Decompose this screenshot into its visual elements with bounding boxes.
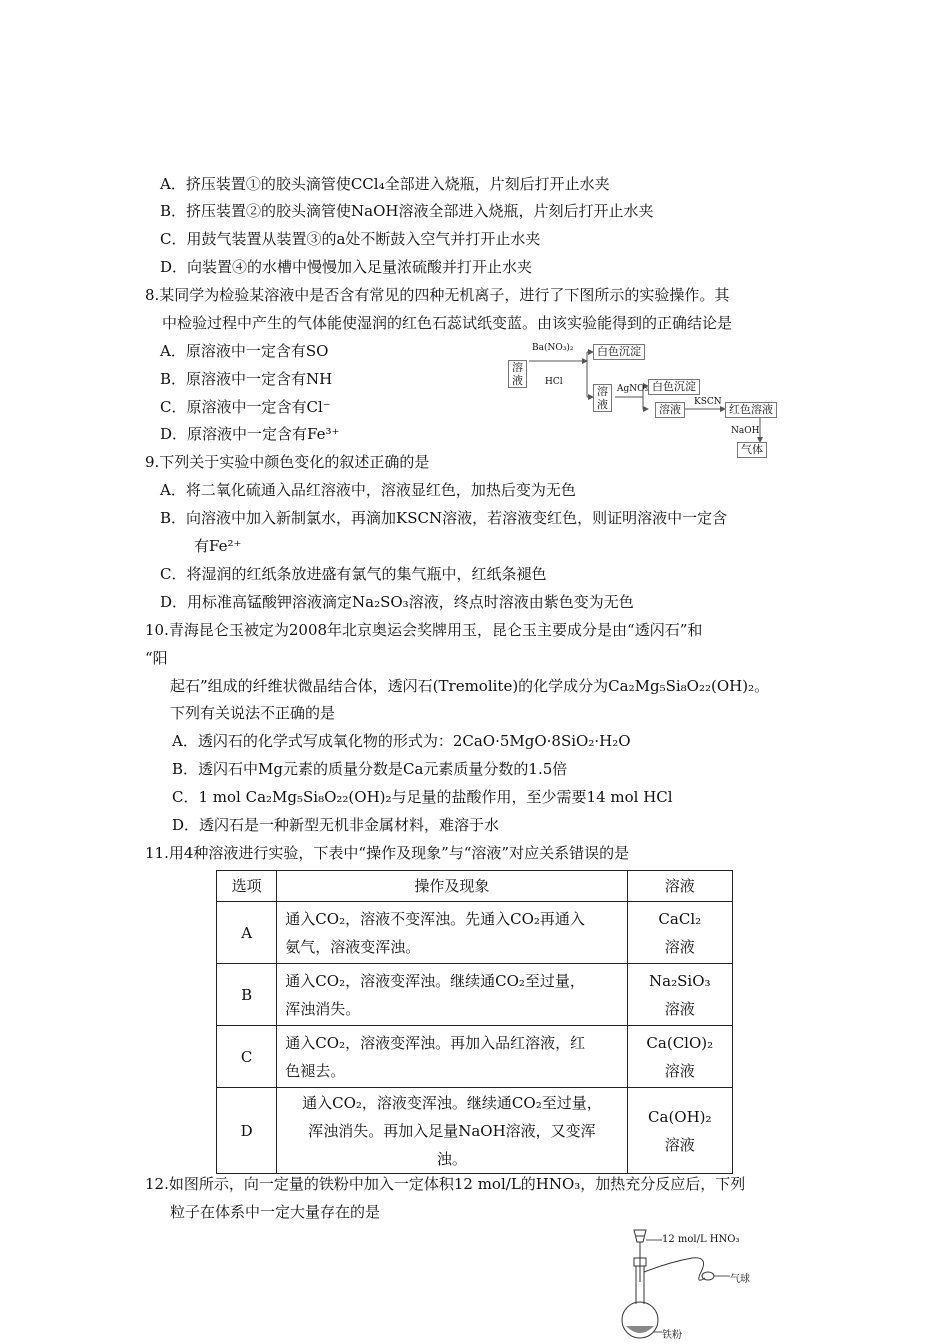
q8-stem-line1: 8.某同学为检验某溶液中是否含有常见的四种无机离子，进行了下图所示的实验操作。其: [145, 286, 730, 304]
flow-reagent-2: AgNO₃: [617, 384, 649, 394]
op-line: 通入CO₂，溶液不变浑浊。先通入CO₂再通入: [285, 909, 585, 928]
flow-gas: 气体: [737, 442, 767, 458]
label-hno3: 12 mol/L HNO₃: [662, 1234, 740, 1245]
label-balloon: 气球: [730, 1274, 750, 1285]
q7-option-a: A．挤压装置①的胶头滴管使CCl₄全部进入烧瓶，片刻后打开止水夹: [160, 175, 610, 193]
sol-formula: Ca(OH)₂: [648, 1107, 712, 1126]
row-solution: [627, 964, 732, 1026]
q9-option-a: A．将二氧化硫通入品红溶液中，溶液显红色，加热后变为无色: [160, 481, 576, 499]
q11-stem: 11.用4种溶液进行实验，下表中“操作及现象”与“溶液”对应关系错误的是: [145, 844, 630, 862]
sol-label: 溶液: [664, 999, 695, 1018]
sol-formula: Ca(ClO)₂: [646, 1033, 714, 1052]
op-line: 通入CO₂，溶液变浑浊。再加入品红溶液，红: [285, 1033, 586, 1052]
q9-option-b-line2: 有Fe²⁺: [194, 537, 242, 555]
row-option: D: [217, 1088, 277, 1174]
q10-stem-line2: 起石”组成的纤维状微晶结合体，透闪石(Tremolite)的化学成分为Ca₂Mg₅Si₈O₂₂(OH)₂。: [170, 677, 770, 695]
q8-flow-diagram: [505, 338, 785, 463]
flow-reagent-1b: HCl: [545, 377, 563, 387]
op-line: 浑浊消失。: [285, 999, 361, 1018]
q7-option-b: B．挤压装置②的胶头滴管使NaOH溶液全部进入烧瓶，片刻后打开止水夹: [160, 202, 654, 220]
q10-option-c: C．1 mol Ca₂Mg₅Si₈O₂₂(OH)₂与足量的盐酸作用，至少需要14 mol HCl: [172, 788, 673, 806]
op-line: 浊。: [436, 1149, 467, 1168]
sol-formula: CaCl₂: [658, 909, 702, 928]
q10-stem-line3: 下列有关说法不正确的是: [170, 704, 336, 722]
q8-option-b: B．原溶液中一定含有NH: [160, 370, 333, 388]
row-option: A: [217, 902, 277, 964]
sol-label: 溶液: [664, 1135, 695, 1154]
flow-white-precipitate-2: 白色沉淀: [648, 379, 700, 395]
sol-formula: Na₂SiO₃: [649, 971, 711, 990]
sol-label: 溶液: [664, 937, 695, 956]
q9-option-c: C．将湿润的红纸条放进盛有氯气的集气瓶中，红纸条褪色: [160, 565, 547, 583]
flow-white-precipitate-1: 白色沉淀: [593, 344, 645, 360]
sol-label: 溶液: [664, 1061, 695, 1080]
flow-reagent-4: NaOH: [731, 426, 760, 436]
flow-red-solution: 红色溶液: [725, 402, 777, 418]
flow-start-solution: 溶 液: [508, 360, 527, 388]
q9-option-b-line1: B．向溶液中加入新制氯水，再滴加KSCN溶液，若溶液变红色，则证明溶液中一定含: [160, 509, 728, 527]
op-line: 通入CO₂，溶液变浑浊。继续通CO₂至过量，: [302, 1093, 602, 1112]
row-solution: [627, 1026, 732, 1088]
row-operation: [277, 902, 627, 964]
q7-option-c: C．用鼓气装置从装置③的a处不断鼓入空气并打开止水夹: [160, 230, 541, 248]
header-option: 选项: [217, 871, 277, 902]
q10-stem-line1b: “阳: [145, 649, 168, 667]
q9-option-d: D．用标准高锰酸钾溶液滴定Na₂SO₃溶液，终点时溶液由紫色变为无色: [160, 593, 634, 611]
q12-apparatus: [600, 1222, 800, 1340]
q8-option-d: D．原溶液中一定含有Fe³⁺: [160, 425, 340, 443]
q10-option-b: B．透闪石中Mg元素的质量分数是Ca元素质量分数的1.5倍: [172, 760, 568, 778]
q11-table: [216, 870, 733, 1174]
q10-option-d: D．透闪石是一种新型无机非金属材料，难溶于水: [172, 816, 500, 834]
row-operation: [277, 1088, 627, 1174]
row-solution: [627, 1088, 732, 1174]
row-solution: [627, 902, 732, 964]
flow-reagent-1: Ba(NO₃)₂: [532, 343, 574, 353]
row-operation: [277, 964, 627, 1026]
table-row: [217, 964, 733, 1026]
table-row: [217, 1088, 733, 1174]
q12-stem-line2: 粒子在体系中一定大量存在的是: [170, 1203, 381, 1221]
table-row: [217, 902, 733, 964]
q10-stem-line1: 10.青海昆仑玉被定为2008年北京奥运会奖牌用玉，昆仑玉主要成分是由“透闪石”和: [145, 621, 703, 639]
row-option: C: [217, 1026, 277, 1088]
flow-solution-2: 溶 液: [593, 384, 612, 412]
q8-option-a: A．原溶液中一定含有SO: [160, 342, 329, 360]
table-row: [217, 1026, 733, 1088]
header-solution: 溶液: [627, 871, 732, 902]
header-operation: 操作及现象: [277, 871, 627, 902]
q8-stem-line2: 中检验过程中产生的气体能使湿润的红色石蕊试纸变蓝。由该实验能得到的正确结论是: [162, 314, 733, 332]
q12-stem-line1: 12.如图所示，向一定量的铁粉中加入一定体积12 mol/L的HNO₃，加热充分反应后，下列: [145, 1175, 746, 1193]
table-header-row: [217, 871, 733, 902]
flow-solution-3: 溶液: [655, 402, 685, 418]
row-option: B: [217, 964, 277, 1026]
q8-option-c: C．原溶液中一定含有Cl⁻: [160, 398, 331, 416]
q7-option-d: D．向装置④的水槽中慢慢加入足量浓硫酸并打开止水夹: [160, 258, 533, 276]
q10-option-a: A．透闪石的化学式写成氧化物的形式为：2CaO·5MgO·8SiO₂·H₂O: [172, 732, 631, 750]
flow-reagent-3: KSCN: [694, 397, 722, 407]
op-line: 色褪去。: [285, 1061, 346, 1080]
row-operation: [277, 1026, 627, 1088]
q9-stem: 9.下列关于实验中颜色变化的叙述正确的是: [145, 453, 430, 471]
label-iron-powder: 铁粉: [662, 1330, 682, 1341]
op-line: 通入CO₂，溶液变浑浊。继续通CO₂至过量，: [285, 971, 585, 990]
op-line: 氨气，溶液变浑浊。: [285, 937, 421, 956]
op-line: 浑浊消失。再加入足量NaOH溶液，又变浑: [308, 1121, 596, 1140]
